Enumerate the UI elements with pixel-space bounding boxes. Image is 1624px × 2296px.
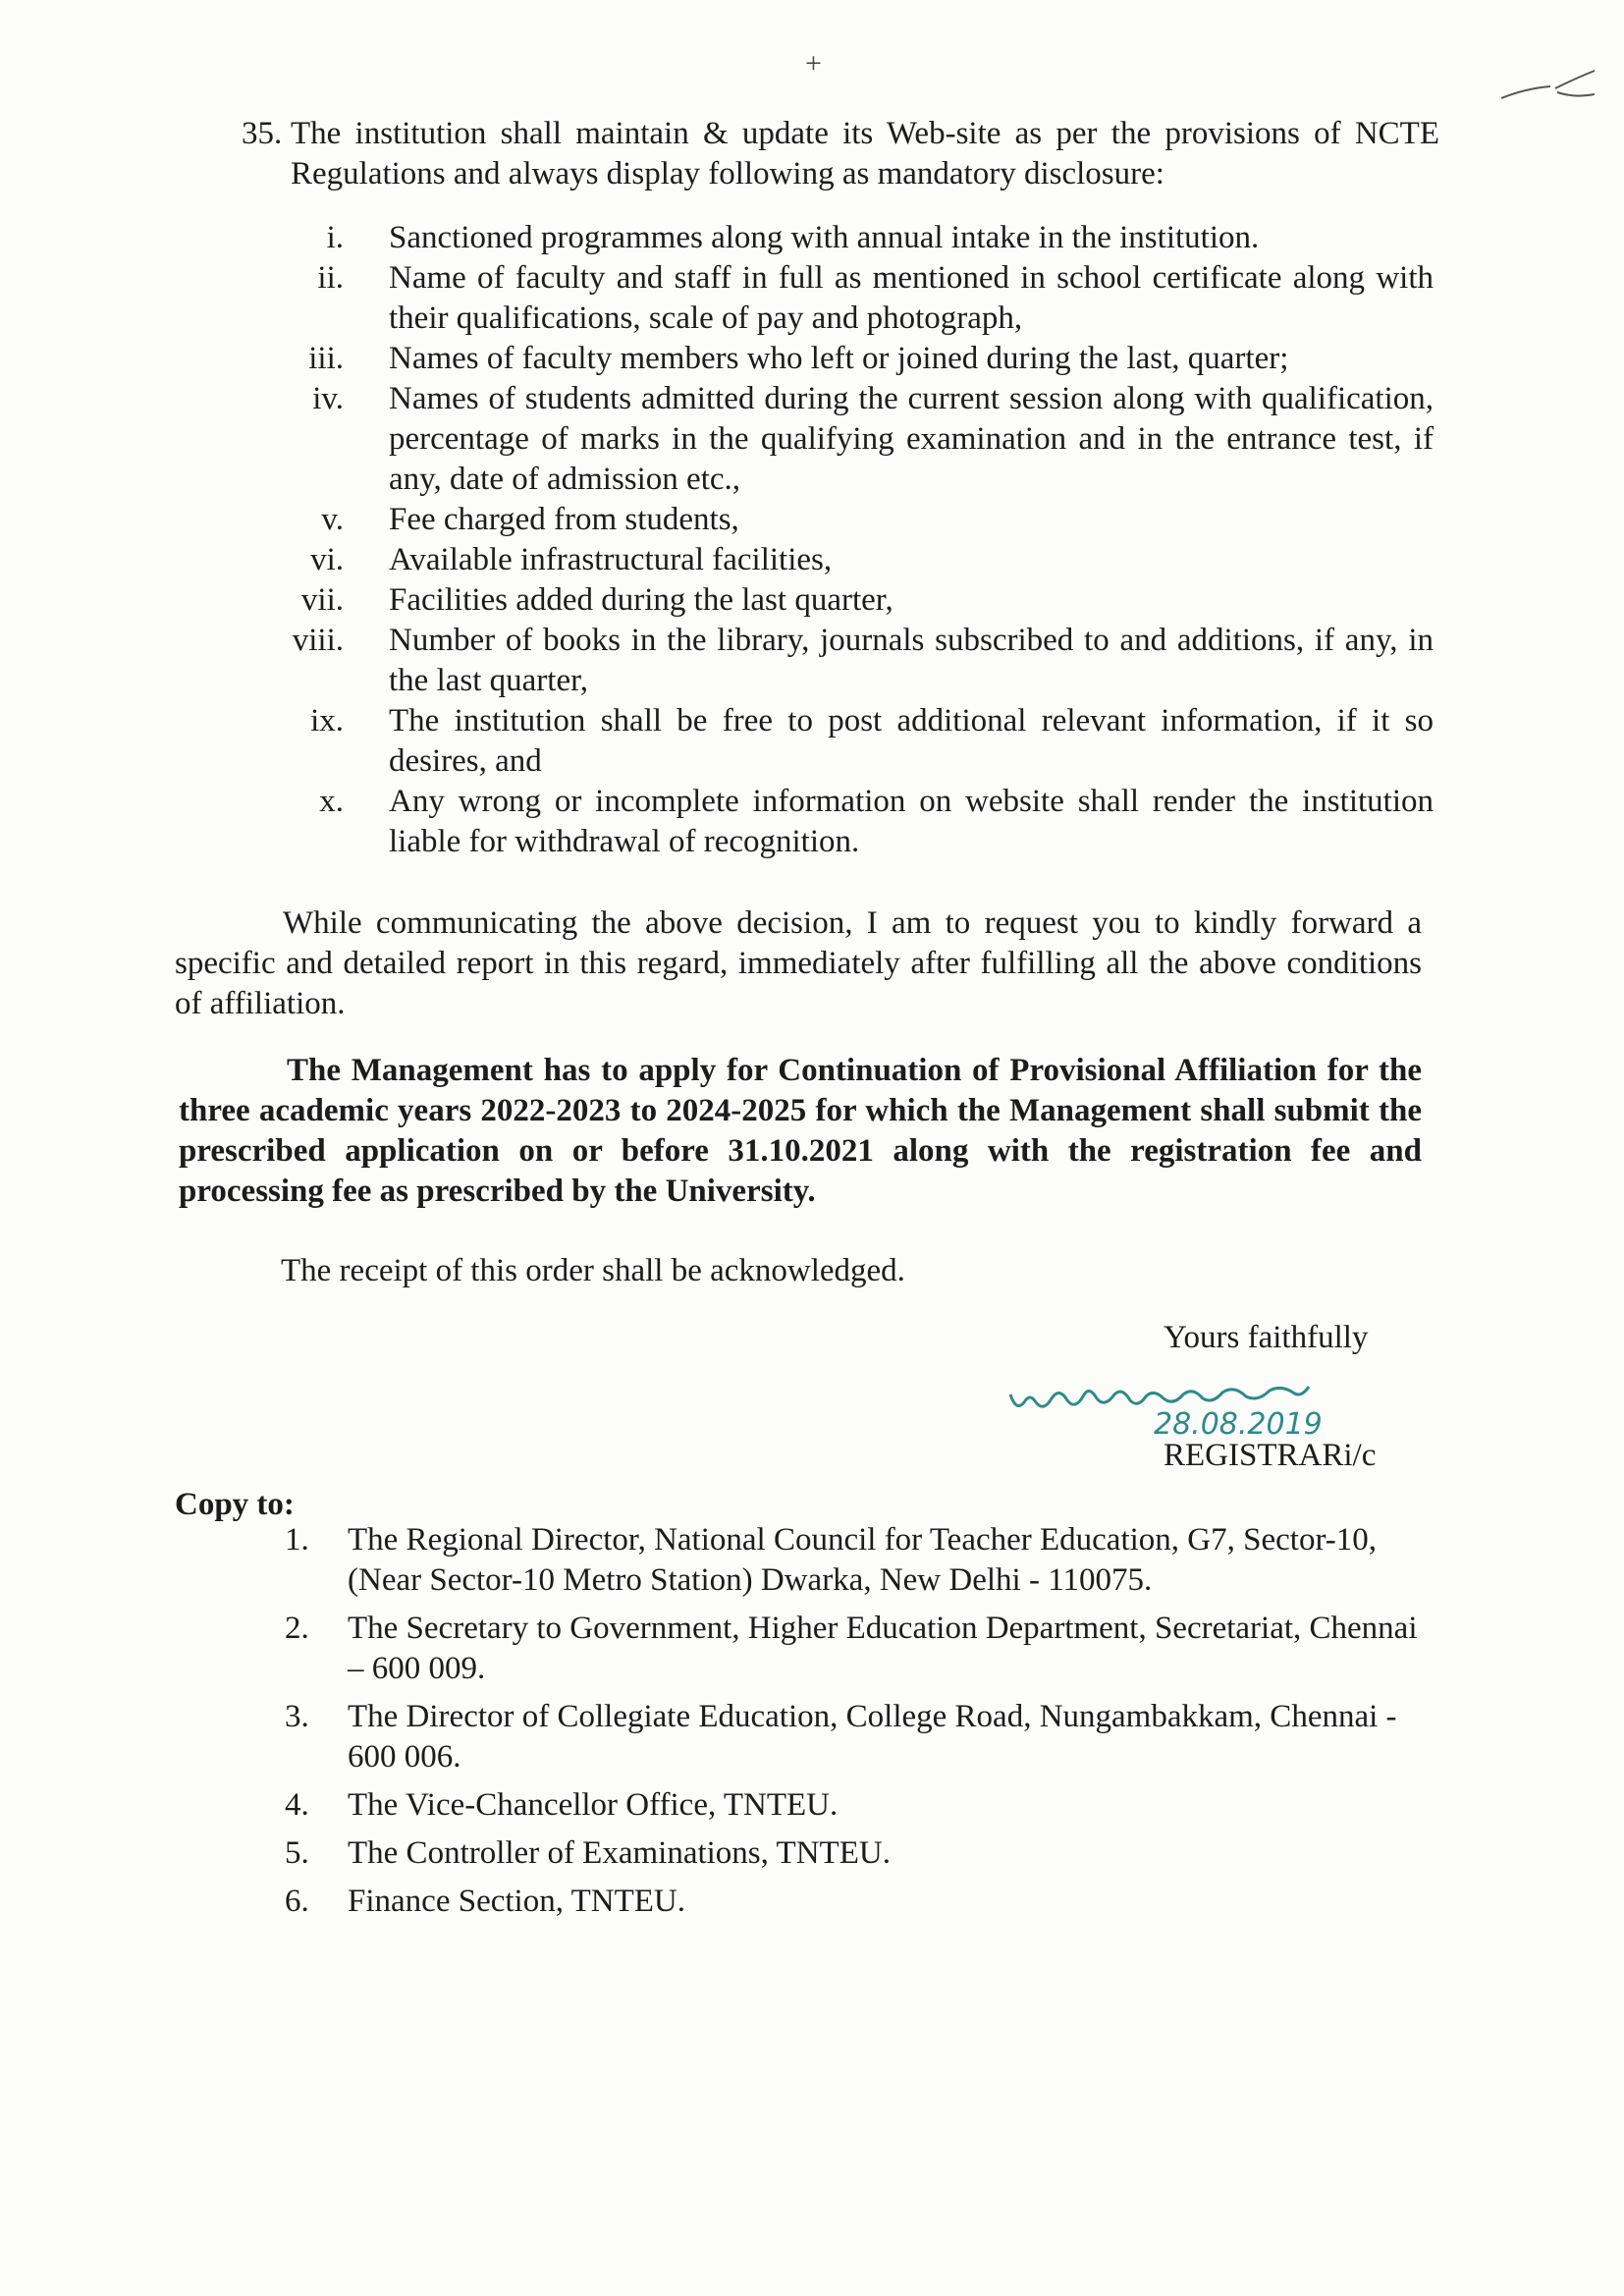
corner-scribble (1496, 59, 1604, 108)
list-item (245, 580, 1434, 621)
list-item-numeral: iii. (308, 341, 344, 376)
list-item (245, 258, 1434, 339)
list-item-text: Available infrastructural facilities, (389, 542, 833, 577)
item-35 (242, 114, 1439, 194)
list-item-numeral: ii. (317, 260, 344, 296)
list-item-numeral: ix. (310, 703, 344, 738)
list-item-text: Number of books in the library, journals subscribed to and additions, if any, in the last quarter, (389, 623, 1434, 698)
item-35-number: 35. (242, 116, 283, 151)
list-item (285, 1697, 1424, 1777)
list-item-text: The Controller of Examinations, TNTEU. (348, 1835, 891, 1871)
copy-to-label: Copy to: (175, 1487, 295, 1522)
list-item-text: The Vice-Chancellor Office, TNTEU. (348, 1787, 839, 1823)
list-item (285, 1833, 1424, 1874)
management-notice: The Management has to apply for Continuation of Provisional Affiliation for the three academic years 2022-2023 to 2024-2025 for which the Management shall submit the prescribed application on or before 31.10.2021 along with the registration fee and processing fee as prescribed by the University. (179, 1053, 1422, 1209)
communication-paragraph: While communicating the above decision, I am to request you to kindly forward a specific and detailed report in this regard, immediately after fulfilling all the above conditions of affiliation. (175, 905, 1422, 1021)
list-item (245, 782, 1434, 862)
list-item-numeral: vii. (300, 582, 344, 618)
list-item-number: 3. (285, 1699, 309, 1734)
list-item-text: Facilities added during the last quarter, (389, 582, 893, 618)
list-item-number: 5. (285, 1835, 309, 1871)
list-item (245, 218, 1434, 258)
item-35-text: The institution shall maintain & update its Web-site as per the provisions of NCTE Regulations and always display following as mandatory disclosure: (291, 116, 1439, 191)
list-item-number: 2. (285, 1611, 309, 1646)
list-item (245, 701, 1434, 782)
list-item (245, 500, 1434, 540)
list-item (245, 621, 1434, 701)
list-item-text: Fee charged from students, (389, 502, 739, 537)
signature-date: 28.08.2019 (1154, 1407, 1323, 1442)
list-item (285, 1882, 1424, 1922)
list-item (245, 339, 1434, 379)
list-item-text: The Secretary to Government, Higher Education Department, Secretariat, Chennai – 600 009. (348, 1611, 1418, 1686)
list-item-text: Finance Section, TNTEU. (348, 1884, 685, 1919)
list-item-text: Names of faculty members who left or joined during the last, quarter; (389, 341, 1289, 376)
list-item-numeral: v. (321, 502, 344, 537)
list-item (245, 540, 1434, 580)
list-item-numeral: viii. (292, 623, 344, 658)
list-item-number: 4. (285, 1787, 309, 1823)
list-item-numeral: iv. (312, 381, 344, 416)
top-mark: + (805, 47, 822, 80)
list-item-text: Any wrong or incomplete information on website shall render the institution liable for withdrawal of recognition. (389, 784, 1434, 859)
list-item (285, 1520, 1424, 1601)
list-item-text: The Director of Collegiate Education, College Road, Nungambakkam, Chennai - 600 006. (348, 1699, 1397, 1775)
list-item (245, 379, 1434, 500)
registrar-signature (1006, 1373, 1409, 1442)
list-item (285, 1785, 1424, 1826)
list-item-text: The Regional Director, National Council for Teacher Education, G7, Sector-10, (Near Sector-10 Metro Station) Dwarka, New Delhi - 110075. (348, 1522, 1378, 1598)
list-item-text: Names of students admitted during the current session along with qualification, percentage of marks in the qualifying examination and in the entrance test, if any, date of admission etc., (389, 381, 1434, 497)
list-item-text: The institution shall be free to post additional relevant information, if it so desires, and (389, 703, 1434, 779)
list-item-text: Name of faculty and staff in full as mentioned in school certificate along with their qualifications, scale of pay and photograph, (389, 260, 1434, 336)
closing-salutation: Yours faithfully (1164, 1320, 1369, 1355)
registrar-title: REGISTRARi/c (1164, 1438, 1377, 1473)
list-item-number: 1. (285, 1522, 309, 1558)
receipt-line: The receipt of this order shall be acknowledged. (281, 1253, 905, 1288)
list-item-number: 6. (285, 1884, 309, 1919)
list-item (285, 1609, 1424, 1689)
list-item-numeral: i. (326, 220, 344, 255)
copy-to-list (285, 1520, 1424, 1930)
list-item-text: Sanctioned programmes along with annual intake in the institution. (389, 220, 1260, 255)
disclosure-list (245, 218, 1434, 862)
list-item-numeral: vi. (310, 542, 344, 577)
list-item-numeral: x. (319, 784, 344, 819)
